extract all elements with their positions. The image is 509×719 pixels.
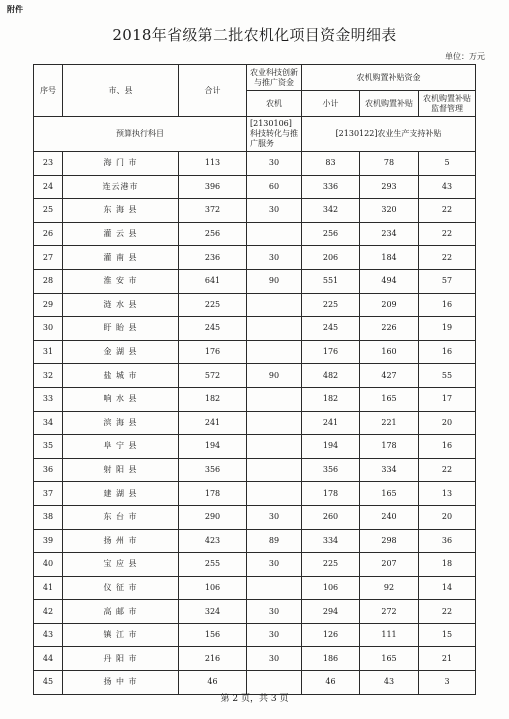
table-row [34, 246, 476, 270]
cell-subsidy: 221 [360, 411, 419, 435]
cell-subsidy: 209 [360, 293, 419, 317]
cell-supervision: 57 [419, 269, 476, 293]
cell-supervision: 16 [419, 435, 476, 459]
cell-subtotal: 182 [302, 387, 360, 411]
cell-subtotal: 342 [302, 199, 360, 223]
table-row [34, 647, 476, 671]
cell-total: 372 [179, 199, 247, 223]
cell-subsidy: 165 [360, 387, 419, 411]
cell-name: 金 湖 县 [63, 340, 179, 364]
cell-tech [247, 458, 302, 482]
cell-total: 641 [179, 269, 247, 293]
cell-supervision: 43 [419, 175, 476, 199]
cell-name: 连云港市 [63, 175, 179, 199]
cell-tech [247, 411, 302, 435]
cell-subtotal: 106 [302, 576, 360, 600]
cell-total: 216 [179, 647, 247, 671]
table-row [34, 387, 476, 411]
table-row [34, 411, 476, 435]
header-row-3 [34, 117, 476, 152]
header-budget-subject: 预算执行科目 [34, 117, 247, 152]
cell-subsidy: 226 [360, 317, 419, 341]
table-row [34, 152, 476, 176]
cell-total: 176 [179, 340, 247, 364]
cell-supervision: 22 [419, 246, 476, 270]
cell-name: 盐 城 市 [63, 364, 179, 388]
cell-tech [247, 340, 302, 364]
cell-tech: 90 [247, 364, 302, 388]
cell-name: 东 台 市 [63, 505, 179, 529]
table-row [34, 529, 476, 553]
cell-name: 阜 宁 县 [63, 435, 179, 459]
cell-seq: 40 [34, 553, 63, 577]
cell-name: 涟 水 县 [63, 293, 179, 317]
cell-name: 灌 南 县 [63, 246, 179, 270]
cell-total: 236 [179, 246, 247, 270]
cell-subtotal: 245 [302, 317, 360, 341]
cell-tech [247, 317, 302, 341]
cell-tech [247, 222, 302, 246]
cell-seq: 34 [34, 411, 63, 435]
page-title: 2018年省级第二批农机化项目资金明细表 [112, 26, 397, 44]
cell-tech [247, 576, 302, 600]
table-row [34, 600, 476, 624]
cell-subtotal: 176 [302, 340, 360, 364]
cell-subtotal: 83 [302, 152, 360, 176]
table-row [34, 340, 476, 364]
cell-name: 灌 云 县 [63, 222, 179, 246]
cell-seq: 26 [34, 222, 63, 246]
cell-subsidy: 298 [360, 529, 419, 553]
table-row [34, 222, 476, 246]
cell-seq: 28 [34, 269, 63, 293]
cell-tech [247, 387, 302, 411]
cell-total: 106 [179, 576, 247, 600]
cell-subsidy: 178 [360, 435, 419, 459]
header-city-county: 市、县 [63, 65, 179, 117]
cell-subsidy: 92 [360, 576, 419, 600]
header-row-1 [34, 65, 476, 91]
cell-subsidy: 111 [360, 623, 419, 647]
header-seq: 序号 [34, 65, 63, 117]
cell-supervision: 22 [419, 199, 476, 223]
cell-total: 255 [179, 553, 247, 577]
cell-supervision: 16 [419, 340, 476, 364]
cell-total: 245 [179, 317, 247, 341]
cell-name: 盱 眙 县 [63, 317, 179, 341]
cell-subsidy: 160 [360, 340, 419, 364]
cell-total: 178 [179, 482, 247, 506]
cell-subtotal: 46 [302, 671, 360, 695]
cell-name: 高 邮 市 [63, 600, 179, 624]
cell-supervision: 22 [419, 458, 476, 482]
cell-total: 113 [179, 152, 247, 176]
cell-supervision: 36 [419, 529, 476, 553]
attachment-label: 附件 [7, 5, 23, 14]
cell-total: 225 [179, 293, 247, 317]
cell-seq: 45 [34, 671, 63, 695]
cell-subsidy: 43 [360, 671, 419, 695]
header-subtotal: 小计 [302, 91, 360, 117]
header-tech-fund: 农业科技创新与推广资金 [247, 65, 302, 91]
cell-name: 仪 征 市 [63, 576, 179, 600]
cell-subsidy: 272 [360, 600, 419, 624]
header-subsidy-code: [2130122]农业生产支持补贴 [302, 117, 476, 152]
table-row [34, 458, 476, 482]
cell-supervision: 16 [419, 293, 476, 317]
header-purchase-subsidy: 农机购置补贴 [360, 91, 419, 117]
cell-seq: 37 [34, 482, 63, 506]
header-tech-code: [2130106]科技转化与推广服务 [247, 117, 302, 152]
cell-subsidy: 494 [360, 269, 419, 293]
cell-supervision: 20 [419, 411, 476, 435]
cell-name: 建 湖 县 [63, 482, 179, 506]
cell-subtotal: 126 [302, 623, 360, 647]
cell-seq: 33 [34, 387, 63, 411]
cell-subtotal: 194 [302, 435, 360, 459]
table-row [34, 269, 476, 293]
cell-tech: 30 [247, 600, 302, 624]
table-row [34, 576, 476, 600]
cell-seq: 32 [34, 364, 63, 388]
cell-subsidy: 293 [360, 175, 419, 199]
cell-seq: 43 [34, 623, 63, 647]
table-row [34, 317, 476, 341]
cell-total: 182 [179, 387, 247, 411]
header-subsidy-fund: 农机购置补贴资金 [302, 65, 476, 91]
cell-seq: 30 [34, 317, 63, 341]
table-row [34, 505, 476, 529]
cell-tech: 90 [247, 269, 302, 293]
table-body [34, 65, 476, 695]
cell-supervision: 20 [419, 505, 476, 529]
cell-total: 156 [179, 623, 247, 647]
cell-subtotal: 225 [302, 553, 360, 577]
cell-subsidy: 165 [360, 647, 419, 671]
table-row [34, 623, 476, 647]
cell-supervision: 3 [419, 671, 476, 695]
table-row [34, 364, 476, 388]
cell-seq: 23 [34, 152, 63, 176]
cell-supervision: 13 [419, 482, 476, 506]
cell-subtotal: 294 [302, 600, 360, 624]
cell-seq: 42 [34, 600, 63, 624]
cell-name: 东 海 县 [63, 199, 179, 223]
cell-subtotal: 225 [302, 293, 360, 317]
cell-total: 356 [179, 458, 247, 482]
cell-subtotal: 178 [302, 482, 360, 506]
cell-subsidy: 427 [360, 364, 419, 388]
cell-seq: 38 [34, 505, 63, 529]
cell-seq: 29 [34, 293, 63, 317]
cell-tech: 30 [247, 505, 302, 529]
cell-subsidy: 165 [360, 482, 419, 506]
cell-supervision: 21 [419, 647, 476, 671]
cell-seq: 36 [34, 458, 63, 482]
cell-name: 扬 中 市 [63, 671, 179, 695]
header-total: 合计 [179, 65, 247, 117]
cell-name: 丹 阳 市 [63, 647, 179, 671]
cell-supervision: 5 [419, 152, 476, 176]
cell-total: 396 [179, 175, 247, 199]
cell-total: 194 [179, 435, 247, 459]
cell-seq: 35 [34, 435, 63, 459]
cell-name: 宝 应 县 [63, 553, 179, 577]
table-row [34, 293, 476, 317]
cell-supervision: 22 [419, 600, 476, 624]
cell-tech: 89 [247, 529, 302, 553]
cell-supervision: 14 [419, 576, 476, 600]
cell-seq: 41 [34, 576, 63, 600]
header-agri-machine: 农机 [247, 91, 302, 117]
unit-label: 单位：万元 [445, 52, 485, 61]
cell-total: 46 [179, 671, 247, 695]
cell-subsidy: 334 [360, 458, 419, 482]
page-footer: 第 2 页，共 3 页 [220, 694, 289, 704]
cell-name: 响 水 县 [63, 387, 179, 411]
cell-total: 256 [179, 222, 247, 246]
cell-tech: 30 [247, 647, 302, 671]
cell-subsidy: 78 [360, 152, 419, 176]
cell-subtotal: 260 [302, 505, 360, 529]
cell-subsidy: 240 [360, 505, 419, 529]
cell-tech: 30 [247, 623, 302, 647]
cell-name: 海 门 市 [63, 152, 179, 176]
cell-name: 射 阳 县 [63, 458, 179, 482]
cell-subtotal: 482 [302, 364, 360, 388]
cell-total: 572 [179, 364, 247, 388]
cell-name: 扬 州 市 [63, 529, 179, 553]
cell-subtotal: 186 [302, 647, 360, 671]
cell-subtotal: 551 [302, 269, 360, 293]
table-row [34, 435, 476, 459]
cell-tech: 30 [247, 246, 302, 270]
cell-total: 423 [179, 529, 247, 553]
cell-total: 290 [179, 505, 247, 529]
cell-total: 241 [179, 411, 247, 435]
cell-seq: 39 [34, 529, 63, 553]
cell-tech: 30 [247, 553, 302, 577]
cell-seq: 31 [34, 340, 63, 364]
cell-supervision: 19 [419, 317, 476, 341]
cell-tech [247, 482, 302, 506]
cell-subtotal: 334 [302, 529, 360, 553]
cell-seq: 44 [34, 647, 63, 671]
cell-tech: 60 [247, 175, 302, 199]
cell-supervision: 18 [419, 553, 476, 577]
header-supervision: 农机购置补贴监督管理 [419, 91, 476, 117]
cell-seq: 25 [34, 199, 63, 223]
cell-tech: 30 [247, 199, 302, 223]
cell-subtotal: 256 [302, 222, 360, 246]
cell-name: 滨 海 县 [63, 411, 179, 435]
cell-supervision: 17 [419, 387, 476, 411]
cell-subsidy: 184 [360, 246, 419, 270]
cell-subtotal: 356 [302, 458, 360, 482]
cell-tech [247, 293, 302, 317]
table-row [34, 482, 476, 506]
cell-supervision: 55 [419, 364, 476, 388]
table-row [34, 175, 476, 199]
cell-subtotal: 241 [302, 411, 360, 435]
table-row [34, 199, 476, 223]
cell-supervision: 22 [419, 222, 476, 246]
cell-seq: 24 [34, 175, 63, 199]
funding-table [33, 64, 476, 695]
cell-name: 镇 江 市 [63, 623, 179, 647]
cell-subsidy: 207 [360, 553, 419, 577]
cell-subtotal: 336 [302, 175, 360, 199]
cell-name: 淮 安 市 [63, 269, 179, 293]
cell-seq: 27 [34, 246, 63, 270]
cell-total: 324 [179, 600, 247, 624]
cell-subsidy: 320 [360, 199, 419, 223]
cell-supervision: 15 [419, 623, 476, 647]
cell-subtotal: 206 [302, 246, 360, 270]
cell-subsidy: 234 [360, 222, 419, 246]
cell-tech: 30 [247, 152, 302, 176]
cell-tech [247, 435, 302, 459]
table-row [34, 553, 476, 577]
